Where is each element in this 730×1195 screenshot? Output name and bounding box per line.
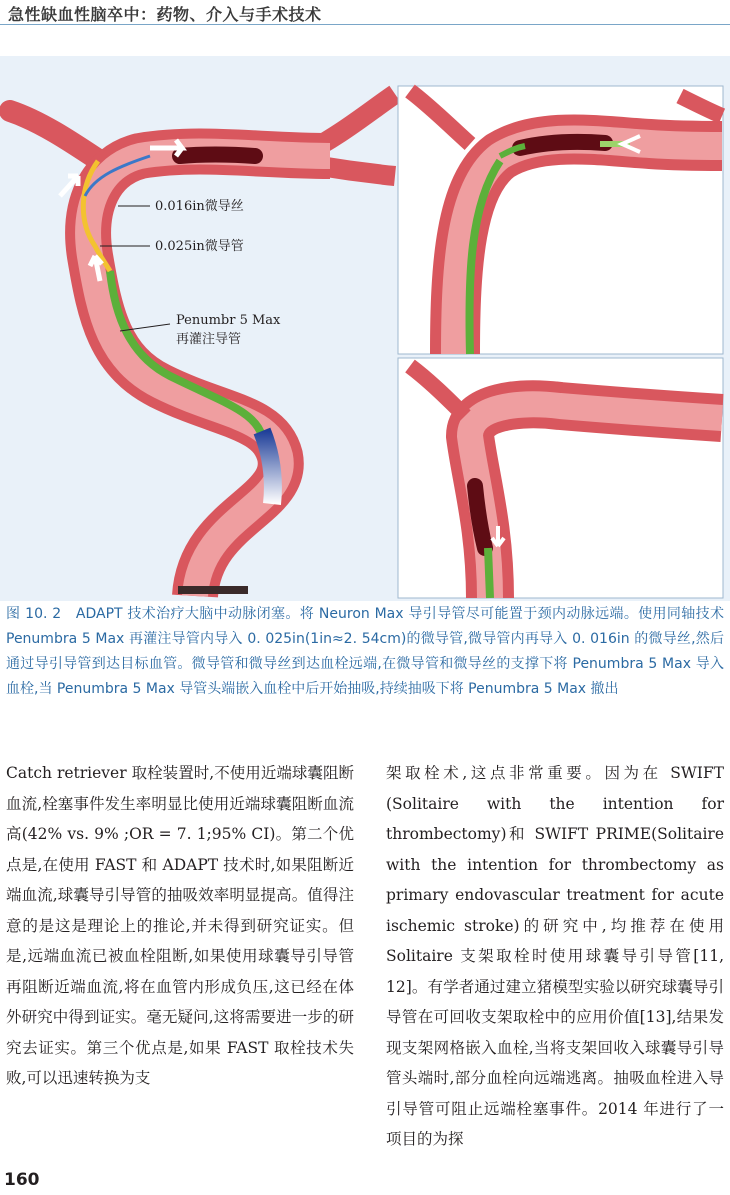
inset-top	[398, 86, 723, 354]
running-title: 急性缺血性脑卒中：药物、介入与手术技术	[8, 5, 322, 24]
body-left-column: Catch retriever 取栓装置时,不使用近端球囊阻断血流,栓塞事件发生率明显比使用近端球囊阻断血流高(42% vs. 9% ;OR = 7. 1;95% CI)。第二个优点是,在使用 FAST 和 ADAPT 技术时,如果阻断近端血流,球囊导引导管的抽吸效率明显提高。值得注意的是这是理论上的推论,并未得到研究证实。但是,远端血流已被血栓阻断,如果使用球囊导引导管再阻断近端血流,将在血管内形成负压,这已经在体外研究中得到证实。毫无疑问,这将需要进一步的研究去证实。第三个优点是,如果 FAST 取栓技术失败,可以迅速转换为支	[6, 764, 354, 1087]
header-rule	[0, 24, 730, 25]
figure-caption: 图 10. 2 ADAPT 技术治疗大脑中动脉闭塞。将 Neuron Max 导引导管尽可能置于颈内动脉远端。使用同轴技术 Penumbra 5 Max 再灌注导管内导入 0. 025in(1in≈2. 54cm)的微导管,微导管内再导入 0. 016in 的微导丝,然后通过导引导管到达目标血管。微导管和微导丝到达血栓远端,在微导管和微导丝的支撑下将 Penumbra 5 Max 导入血栓,当 Penumbra 5 Max 导管头端嵌入血栓中后开始抽吸,持续抽吸下将 Penumbra 5 Max 撤出	[6, 606, 724, 697]
microwire-label: 0.016in微导丝	[155, 199, 244, 214]
reperfusion-label-line1: Penumbr 5 Max	[176, 313, 281, 328]
page-number: 160	[4, 1170, 40, 1190]
adapt-illustration	[0, 56, 730, 601]
inset-bottom	[398, 358, 723, 598]
reperfusion-label-line2: 再灌注导管	[176, 332, 242, 347]
figure-10-2	[0, 56, 730, 601]
body-right-column: 架取栓术,这点非常重要。因为在 SWIFT (Solitaire with the intention for thrombectomy)和 SWIFT PRIME(Solitaire with the intention for thrombectomy as primary endovascular treatment for acute ischemic stroke)的研究中,均推荐在使用 Solitaire 支架取栓时使用球囊导引导管[11, 12]。有学者通过建立猪模型实验以研究球囊导引导管在可回收支架取栓中的应用价值[13],结果发现支架网格嵌入血栓,当将支架回收入球囊导引导管头端时,部分血栓向远端逃离。抽吸血栓进入导引导管可阻止远端栓塞事件。2014 年进行了一项目的为探	[386, 764, 724, 1148]
microcatheter-label: 0.025in微导管	[155, 239, 244, 254]
